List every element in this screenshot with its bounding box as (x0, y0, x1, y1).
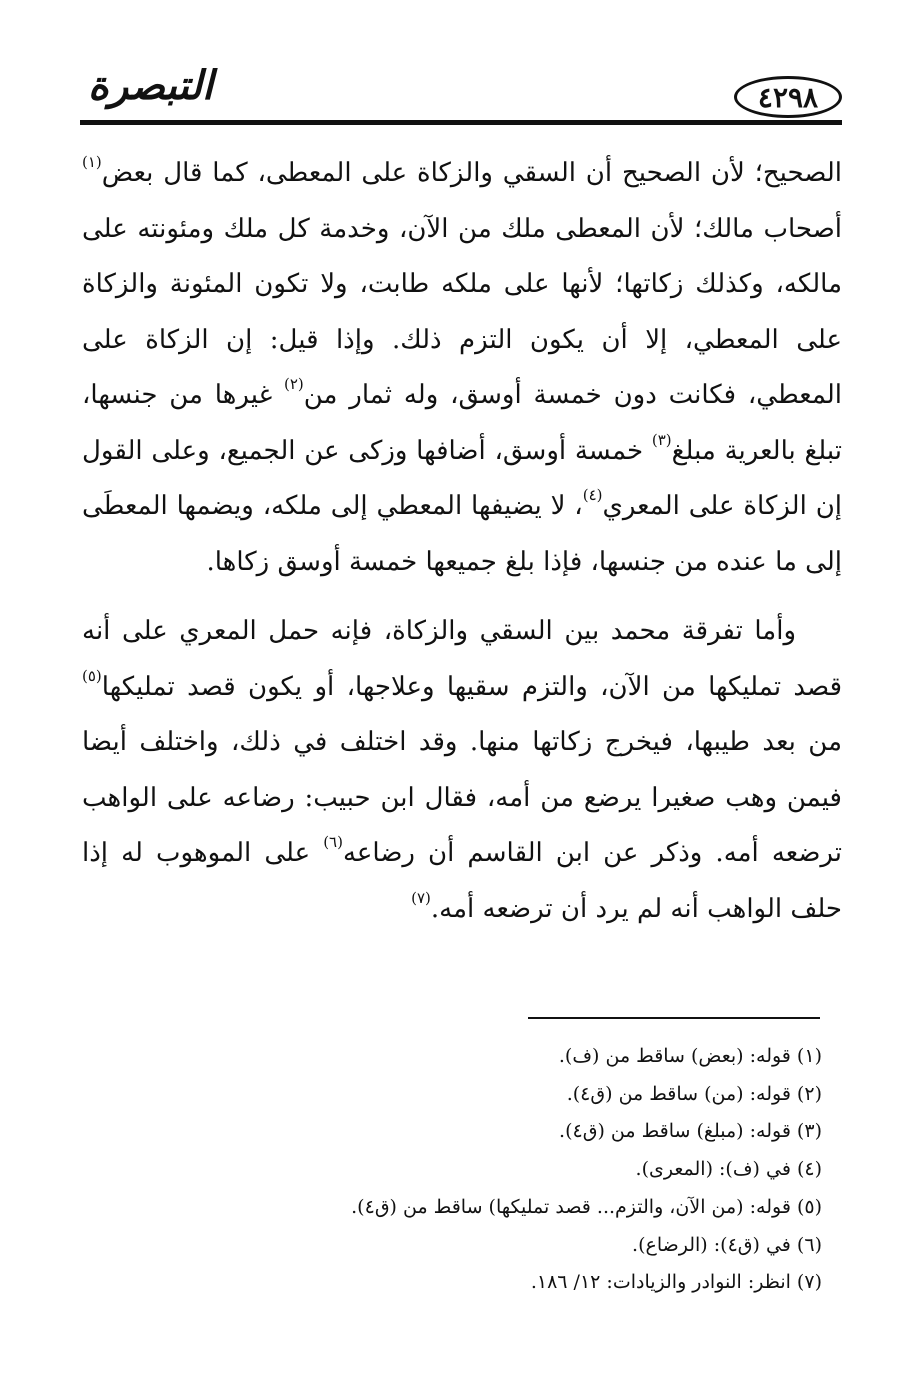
footnote-2: (٢) قوله: (من) ساقط من (ق٤). (566, 1082, 822, 1105)
main-text (82, 146, 842, 937)
page-header (80, 62, 842, 124)
text-run: ، لا يضيفها المعطي إلى ملكه، ويضمها المعطَى إلى ما عنده من جنسها، فإذا بلغ جميعها خمسة أوسق زكاها. (82, 491, 842, 577)
footnote-ref-4[interactable]: (٤) (582, 486, 603, 504)
footnote-ref-2[interactable]: (٢) (283, 375, 304, 393)
header-rule (80, 120, 842, 125)
footnote-ref-3[interactable]: (٣) (651, 430, 672, 449)
text-run: على الموهوب له إذا حلف الواهب أنه لم يرد أن ترضعه أمه. (82, 838, 842, 924)
footnotes (82, 1038, 822, 1302)
footnote-separator (528, 1017, 820, 1019)
running-title: التبصرة (88, 62, 214, 109)
footnote-ref-7[interactable]: (٧) (411, 888, 431, 907)
paragraph-1 (82, 146, 842, 590)
text-run: أصحاب مالك؛ لأن المعطى ملك من الآن، وخدمة كل ملك ومئونته على مالكه، وكذلك زكاتها؛ لأنها على ملكه طابت، ولا تكون المئونة والزكاة على المعطي، إلا أن يكون التزم ذلك. وإذا قيل: إن الزكاة على المعطي، فكانت دون خمسة أوسق، وله ثمار من (82, 213, 842, 410)
footnote-3: (٣) قوله: (مبلغ) ساقط من (ق٤). (559, 1120, 822, 1143)
footnote-6: (٦) في (ق٤): (الرضاع). (632, 1233, 822, 1256)
page-number-badge (734, 76, 842, 118)
footnote-7: (٧) انظر: النوادر والزيادات: ١٢/ ١٨٦. (530, 1271, 822, 1294)
text-run: خمسة أوسق، أضافها وزكى عن الجميع، وعلى القول إن الزكاة على المعري (82, 435, 843, 521)
paragraph-2 (82, 604, 842, 937)
text-run: غيرها من جنسها، تبلغ بالعرية مبلغ (82, 380, 842, 466)
text-run: الصحيح؛ لأن الصحيح أن السقي والزكاة على المعطى، كما قال بعض (101, 158, 842, 188)
footnote-ref-5[interactable]: (٥) (82, 666, 102, 685)
text-run: من بعد طيبها، فيخرج زكاتها منها. وقد اختلف في ذلك، واختلف أيضا فيمن وهب صغيرا يرضع من أمه، فقال ابن حبيب: رضاعه على الواهب ترضعه أمه. وذكر عن ابن القاسم أن رضاعه (82, 727, 842, 868)
footnote-4: (٤) في (ف): (المعرى). (635, 1158, 822, 1181)
footnote-5: (٥) قوله: (من الآن، والتزم... قصد تمليكها) ساقط من (ق٤). (351, 1195, 822, 1218)
footnote-ref-6[interactable]: (٦) (323, 833, 343, 851)
page-number: ٤٢٩٨ (757, 80, 819, 114)
footnote-1: (١) قوله: (بعض) ساقط من (ف). (558, 1045, 822, 1067)
text-run: وأما تفرقة محمد بين السقي والزكاة، فإنه حمل المعري على أنه قصد تمليكها من الآن، والتزم سقيها وعلاجها، أو يكون قصد تمليكها (82, 616, 842, 702)
footnote-ref-1[interactable]: (١) (82, 153, 102, 171)
